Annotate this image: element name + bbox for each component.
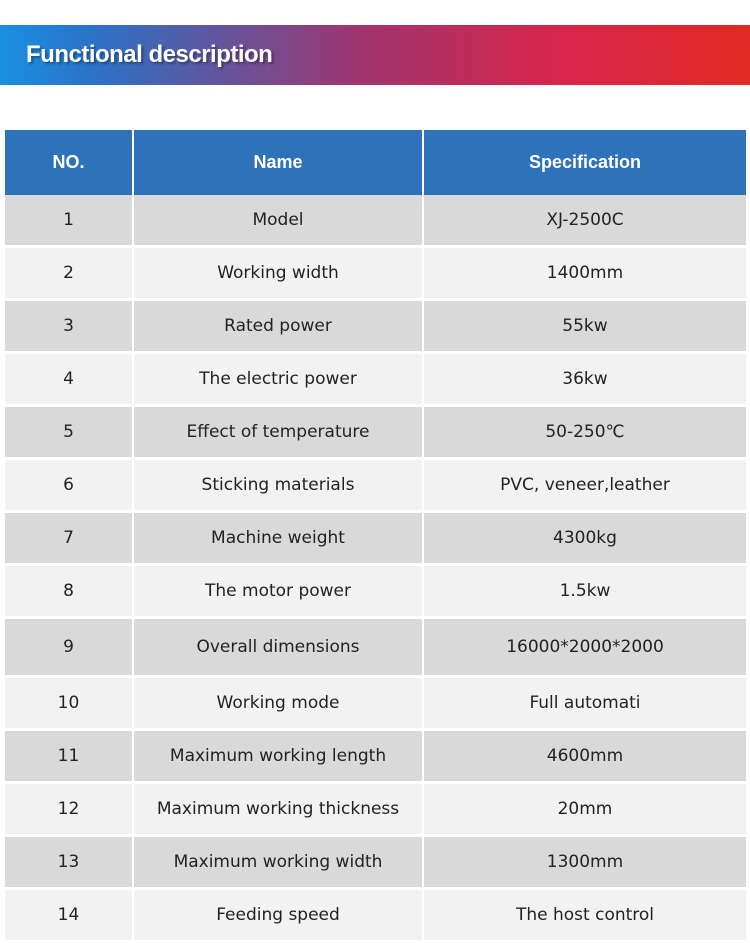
row-number: 10 [5, 677, 133, 730]
row-name: Model [133, 195, 423, 247]
row-number: 7 [5, 512, 133, 565]
row-number: 4 [5, 353, 133, 406]
row-number: 13 [5, 836, 133, 889]
table-row [5, 353, 746, 406]
table-row [5, 889, 746, 942]
row-name: Working width [133, 247, 423, 300]
table-row [5, 195, 746, 247]
row-name: Maximum working length [133, 730, 423, 783]
table-row [5, 618, 746, 677]
row-name: Rated power [133, 300, 423, 353]
row-specification: 1300mm [423, 836, 746, 889]
row-specification: 1.5kw [423, 565, 746, 618]
row-name: Maximum working thickness [133, 783, 423, 836]
row-number: 2 [5, 247, 133, 300]
row-specification: The host control [423, 889, 746, 942]
row-number: 3 [5, 300, 133, 353]
row-name: Sticking materials [133, 459, 423, 512]
column-header-specification: Specification [423, 130, 746, 195]
table-row [5, 247, 746, 300]
column-header-no: NO. [5, 130, 133, 195]
specification-table [5, 130, 746, 943]
row-name: Overall dimensions [133, 618, 423, 677]
section-title: Functional description [26, 41, 273, 68]
row-number: 11 [5, 730, 133, 783]
table-header-row [5, 130, 746, 195]
row-specification: 4600mm [423, 730, 746, 783]
table-row [5, 300, 746, 353]
table-row [5, 730, 746, 783]
row-number: 5 [5, 406, 133, 459]
column-header-name: Name [133, 130, 423, 195]
row-specification: 50-250℃ [423, 406, 746, 459]
row-specification: 36kw [423, 353, 746, 406]
row-name: Working mode [133, 677, 423, 730]
row-specification: Full automati [423, 677, 746, 730]
row-specification: PVC, veneer,leather [423, 459, 746, 512]
row-number: 12 [5, 783, 133, 836]
row-number: 6 [5, 459, 133, 512]
table-row [5, 836, 746, 889]
table-row [5, 406, 746, 459]
table-row [5, 565, 746, 618]
row-name: Machine weight [133, 512, 423, 565]
row-name: The electric power [133, 353, 423, 406]
table-row [5, 459, 746, 512]
row-name: Effect of temperature [133, 406, 423, 459]
table-row [5, 783, 746, 836]
row-name: Feeding speed [133, 889, 423, 942]
row-specification: 20mm [423, 783, 746, 836]
table-row [5, 677, 746, 730]
row-number: 14 [5, 889, 133, 942]
row-name: Maximum working width [133, 836, 423, 889]
row-specification: 1400mm [423, 247, 746, 300]
section-banner [0, 25, 750, 85]
row-name: The motor power [133, 565, 423, 618]
row-number: 1 [5, 195, 133, 247]
row-specification: 55kw [423, 300, 746, 353]
row-number: 8 [5, 565, 133, 618]
table-row [5, 512, 746, 565]
row-number: 9 [5, 618, 133, 677]
row-specification: XJ-2500C [423, 195, 746, 247]
row-specification: 16000*2000*2000 [423, 618, 746, 677]
row-specification: 4300kg [423, 512, 746, 565]
